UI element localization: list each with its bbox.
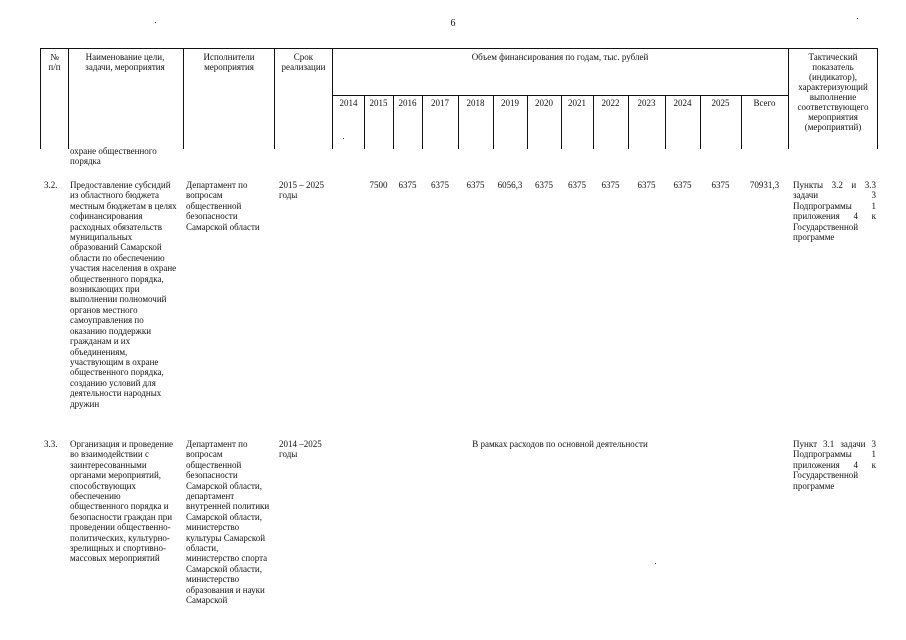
year-label: 2016 bbox=[398, 98, 417, 108]
continuation-text: охране общественного порядка bbox=[70, 146, 157, 167]
col-divider bbox=[183, 48, 184, 149]
finance-value: 6375 bbox=[637, 180, 656, 190]
year-label: 2022 bbox=[601, 98, 620, 108]
col-divider bbox=[788, 48, 789, 149]
row-name: Организация и проведение во взаимодействии с заинтересованными органами мероприятий, способствующих обеспечению общественного порядка и безопасности граждан при проведении общественно-политических, культурно-зрелищных и спортивно-массовых мероприятий bbox=[70, 439, 174, 564]
row-term: 2015 – 2025 годы bbox=[279, 180, 324, 201]
scan-speck bbox=[655, 563, 656, 564]
row-indicator: Пункты 3.2 и 3.3 задачи 3 Подпрограммы 1 приложения 4 к Государственной программе bbox=[793, 180, 876, 243]
row-executor: Департамент по вопросам общественной безопасности Самарской области, департамент внутренней политики Самарской области, министерство культуры Самарской области, министерство спорта Самарской области, министерство образования и науки Самарской bbox=[186, 439, 270, 606]
row-executor: Департамент по вопросам общественной безопасности Самарской области bbox=[186, 180, 260, 232]
header-col-finance: Объем финансирования по годам, тыс. рублей bbox=[471, 52, 649, 62]
finance-value: 6375 bbox=[535, 180, 553, 190]
finance-value: 6375 bbox=[711, 180, 730, 190]
finance-value: 6375 bbox=[398, 180, 417, 190]
year-label: Всего bbox=[753, 98, 776, 108]
row-number: 3.3. bbox=[44, 439, 58, 449]
year-label: 2025 bbox=[711, 98, 730, 108]
finance-value: 6375 bbox=[601, 180, 620, 190]
row-indicator: Пункт 3.1 задачи 3 Подпрограммы 1 приложения 4 к Государственной программе bbox=[793, 439, 876, 491]
col-divider bbox=[274, 48, 275, 149]
header-top-rule bbox=[40, 48, 878, 49]
year-label: 2015 bbox=[369, 98, 388, 108]
year-label: 2020 bbox=[535, 98, 553, 108]
year-label: 2014 bbox=[339, 98, 358, 108]
scan-speck bbox=[343, 138, 344, 139]
row-term: 2014 –2025 годы bbox=[279, 439, 322, 460]
year-label: 2018 bbox=[466, 98, 485, 108]
year-label: 2017 bbox=[431, 98, 449, 108]
finance-value: 6375 bbox=[673, 180, 692, 190]
header-col-number: № п/п bbox=[48, 52, 61, 72]
row-number: 3.2. bbox=[44, 180, 58, 190]
finance-value: 6375 bbox=[568, 180, 586, 190]
header-col-name: Наименование цели, задачи, мероприятия bbox=[85, 52, 165, 72]
header-col-executor: Исполнители мероприятия bbox=[203, 52, 255, 72]
year-label: 2019 bbox=[501, 98, 519, 108]
finance-value: 6056,3 bbox=[497, 180, 523, 190]
finance-value: 6375 bbox=[466, 180, 485, 190]
header-col-term: Срок реализации bbox=[281, 52, 326, 72]
finance-value: 7500 bbox=[369, 180, 388, 190]
finance-note: В рамках расходов по основной деятельности bbox=[472, 439, 648, 449]
finance-value: 6375 bbox=[431, 180, 449, 190]
col-divider bbox=[68, 48, 69, 149]
scan-speck bbox=[155, 22, 156, 23]
header-col-indicator: Тактический показатель (индикатор), характеризующий выполнение соответствующего мероприятия (мероприятий) bbox=[797, 52, 869, 132]
year-label: 2021 bbox=[568, 98, 586, 108]
finance-total: 70931,3 bbox=[749, 180, 780, 190]
year-label: 2024 bbox=[673, 98, 692, 108]
years-divider bbox=[332, 95, 788, 96]
row-name: Предоставление субсидий из областного бюджета местным бюджетам в целях софинансирования расходных обязательств муниципальных образований Самарской области по обеспечению участия населения в охране общественного порядка, возникающих при выполнении полномочий органов местного самоуправления по оказанию поддержки гражданам и их объединениям, участвующим в охране общественного порядка, созданию условий для деятельности народных дружин bbox=[70, 180, 177, 409]
year-label: 2023 bbox=[637, 98, 656, 108]
scan-speck bbox=[857, 18, 858, 19]
page-number: 6 bbox=[450, 18, 456, 29]
